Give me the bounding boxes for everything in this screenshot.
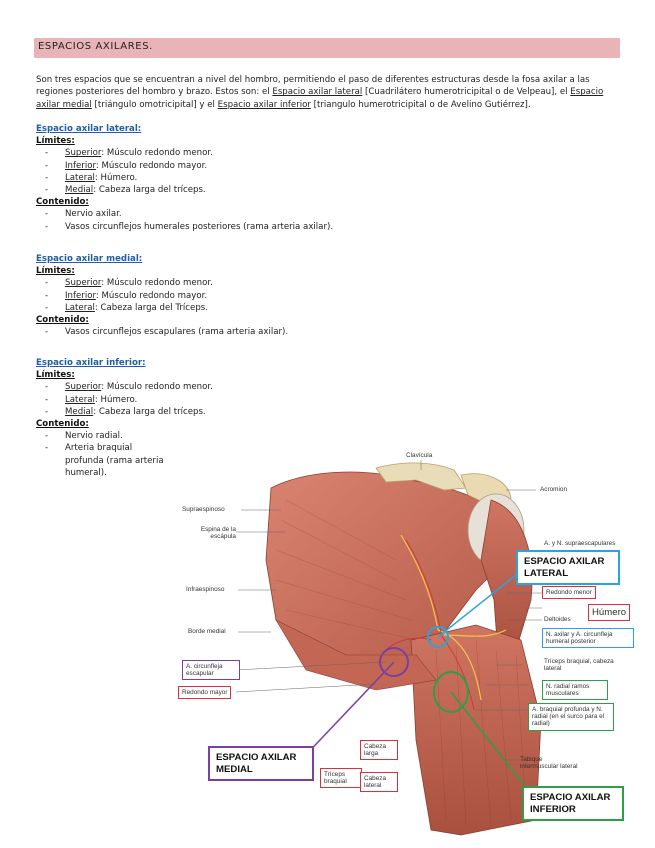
inferior-limits-title: Límites:	[36, 370, 75, 381]
list-item: - Arteria braquial profunda (rama arteria humeral).	[45, 443, 164, 478]
list-item: - Vasos circunflejos humerales posteriores (rama arteria axilar).	[45, 221, 334, 232]
label-deltoides: Deltoides	[544, 616, 571, 623]
list-item: - Superior: Músculo redondo menor.	[45, 382, 213, 393]
list-item: - Superior: Músculo redondo menor.	[45, 148, 213, 159]
title-bar	[34, 38, 620, 58]
intro-text-4: [triangulo humerotricipital o de Avelino Gutiérrez].	[310, 99, 531, 110]
intro-text-3: [triángulo omotricipital] y el	[91, 99, 218, 110]
intro-medial-term: Espacio axilar medial	[36, 87, 604, 110]
box-humero: Húmero	[588, 604, 630, 621]
label-espina: Espina de la escápula	[200, 526, 236, 541]
medial-limits-title: Límites:	[36, 266, 75, 277]
list-item: - Vasos circunflejos escapulares (rama arteria axilar).	[45, 327, 289, 338]
lateral-section	[36, 123, 333, 233]
list-item: - Nervio radial.	[45, 431, 123, 442]
medial-section-title: Espacio axilar medial:	[36, 254, 143, 264]
box-espacio-lateral: ESPACIO AXILAR LATERAL	[516, 550, 620, 585]
intro-inferior-term: Espacio axilar inferior	[217, 99, 311, 110]
list-item: - Inferior: Músculo redondo mayor.	[45, 290, 208, 301]
inferior-content-title: Contenido:	[36, 419, 89, 430]
box-a-braquial: A. braquial profunda y N. radial (en el surco para el radial)	[528, 703, 614, 731]
label-supraescapulares: A. y N. supraescapulares	[544, 540, 616, 547]
box-espacio-medial: ESPACIO AXILAR MEDIAL	[208, 746, 314, 781]
box-cabeza-lateral: Cabeza lateral	[360, 772, 398, 792]
box-redondo-mayor: Redondo mayor	[178, 686, 231, 699]
list-item: - Medial: Cabeza larga del tríceps.	[45, 406, 206, 417]
box-cabeza-larga: Cabeza larga	[360, 740, 398, 760]
lateral-limits-title: Límites:	[36, 136, 75, 147]
label-triceps-lateral: Tríceps braquial, cabeza lateral	[544, 658, 614, 673]
label-infraespinoso: Infraespinoso	[186, 586, 225, 593]
lateral-section-title: Espacio axilar lateral:	[36, 124, 142, 134]
intro-text-2: [Cuadrilátero humerotricipital o de Velpeau], el	[362, 87, 571, 98]
list-item: - Lateral: Húmero.	[45, 394, 138, 405]
box-triceps-braquial: Tríceps braquial	[320, 768, 362, 788]
medial-content-title: Contenido:	[36, 315, 89, 326]
box-redondo-menor: Redondo menor	[542, 586, 596, 599]
page-title: ESPACIOS AXILARES.	[38, 41, 153, 52]
box-n-radial-ramos: N. radial ramos musculares	[542, 680, 608, 700]
box-espacio-inferior: ESPACIO AXILAR INFERIOR	[522, 786, 624, 821]
list-item: - Superior: Músculo redondo menor.	[45, 278, 213, 289]
label-supraespinoso: Supraespinoso	[182, 506, 225, 513]
lateral-content-title: Contenido:	[36, 197, 89, 208]
intro-paragraph	[36, 74, 626, 111]
shoulder-anatomy-figure	[176, 440, 645, 840]
box-a-circunfleja: A. circunfleja escapular	[182, 660, 240, 680]
label-tabique: Tabique intermuscular lateral	[520, 756, 578, 771]
intro-text-1: Son tres espacios que se encuentran a nivel del hombro, permitiendo el paso de diferentes estructuras desde la fosa axilar a las regiones posteriores del hombro y brazo. Estos son: el	[36, 75, 590, 98]
list-item: - Inferior: Músculo redondo mayor.	[45, 160, 208, 171]
list-item: - Nervio axilar.	[45, 209, 122, 220]
label-clavicula: Clavícula	[406, 452, 433, 459]
box-n-axilar: N. axilar y A. circunfleja humeral posterior	[542, 628, 634, 648]
intro-lateral-term: Espacio axilar lateral	[272, 87, 363, 98]
list-item: - Medial: Cabeza larga del tríceps.	[45, 185, 206, 196]
inferior-section-title: Espacio axilar inferior:	[36, 358, 146, 368]
label-borde-medial: Borde medial	[188, 628, 226, 635]
list-item: - Lateral: Húmero.	[45, 172, 138, 183]
list-item: - Lateral: Cabeza larga del Tríceps.	[45, 302, 208, 313]
label-acromion: Acromion	[540, 486, 567, 493]
medial-section	[36, 253, 288, 338]
